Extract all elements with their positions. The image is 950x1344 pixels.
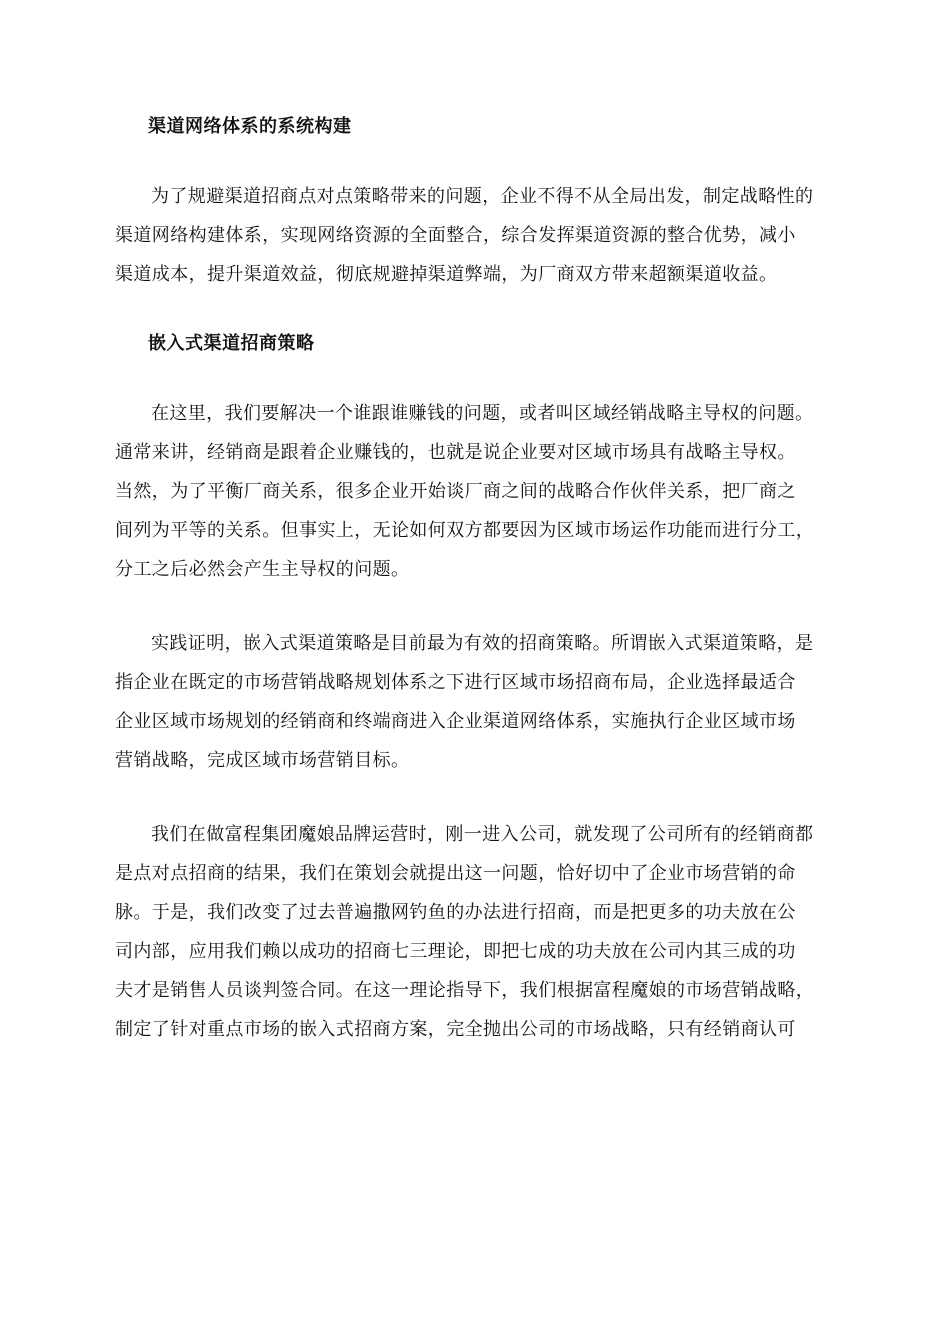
paragraph-line: 企业区域市场规划的经销商和终端商进入企业渠道网络体系，实施执行企业区域市场 bbox=[115, 711, 796, 732]
paragraph-line: 间列为平等的关系。但事实上，无论如何双方都要因为区域市场运作功能而进行分工， bbox=[115, 520, 815, 541]
paragraph-line: 当然，为了平衡厂商关系，很多企业开始谈厂商之间的战略合作伙伴关系，把厂商之 bbox=[115, 481, 796, 502]
paragraph-line: 在这里，我们要解决一个谁跟谁赚钱的问题，或者叫区域经销战略主导权的问题。 bbox=[151, 403, 814, 424]
paragraph bbox=[115, 815, 837, 1049]
section-heading: 渠道网络体系的系统构建 bbox=[148, 116, 352, 137]
paragraph-line: 脉。于是，我们改变了过去普遍撒网钓鱼的办法进行招商，而是把更多的功夫放在公 bbox=[115, 902, 796, 923]
paragraph-line: 分工之后必然会产生主导权的问题。 bbox=[115, 559, 410, 580]
paragraph-line: 夫才是销售人员谈判签合同。在这一理论指导下，我们根据富程魔娘的市场营销战略， bbox=[115, 980, 815, 1001]
paragraph-line: 我们在做富程集团魔娘品牌运营时，刚一进入公司，就发现了公司所有的经销商都 bbox=[151, 824, 814, 845]
paragraph bbox=[115, 177, 837, 294]
document-page bbox=[115, 112, 837, 1084]
paragraph-line: 是点对点招商的结果，我们在策划会就提出这一问题，恰好切中了企业市场营销的命 bbox=[115, 863, 796, 884]
paragraph-line: 为了规避渠道招商点对点策略带来的问题，企业不得不从全局出发，制定战略性的 bbox=[151, 186, 814, 207]
paragraph-line: 营销战略，完成区域市场营销目标。 bbox=[115, 750, 410, 771]
paragraph-line: 指企业在既定的市场营销战略规划体系之下进行区域市场招商布局，企业选择最适合 bbox=[115, 672, 796, 693]
paragraph-line: 渠道网络构建体系，实现网络资源的全面整合，综合发挥渠道资源的整合优势，减小 bbox=[115, 225, 796, 246]
paragraph bbox=[115, 624, 837, 780]
section-heading: 嵌入式渠道招商策略 bbox=[148, 333, 315, 354]
paragraph-line: 渠道成本，提升渠道效益，彻底规避掉渠道弊端，为厂商双方带来超额渠道收益。 bbox=[115, 264, 778, 285]
paragraph-line: 实践证明，嵌入式渠道策略是目前最为有效的招商策略。所谓嵌入式渠道策略，是 bbox=[151, 633, 814, 654]
paragraph-line: 通常来讲，经销商是跟着企业赚钱的，也就是说企业要对区域市场具有战略主导权。 bbox=[115, 442, 796, 463]
paragraph-line: 制定了针对重点市场的嵌入式招商方案，完全抛出公司的市场战略，只有经销商认可 bbox=[115, 1019, 796, 1040]
paragraph bbox=[115, 394, 837, 589]
paragraph-line: 司内部，应用我们赖以成功的招商七三理论，即把七成的功夫放在公司内其三成的功 bbox=[115, 941, 796, 962]
